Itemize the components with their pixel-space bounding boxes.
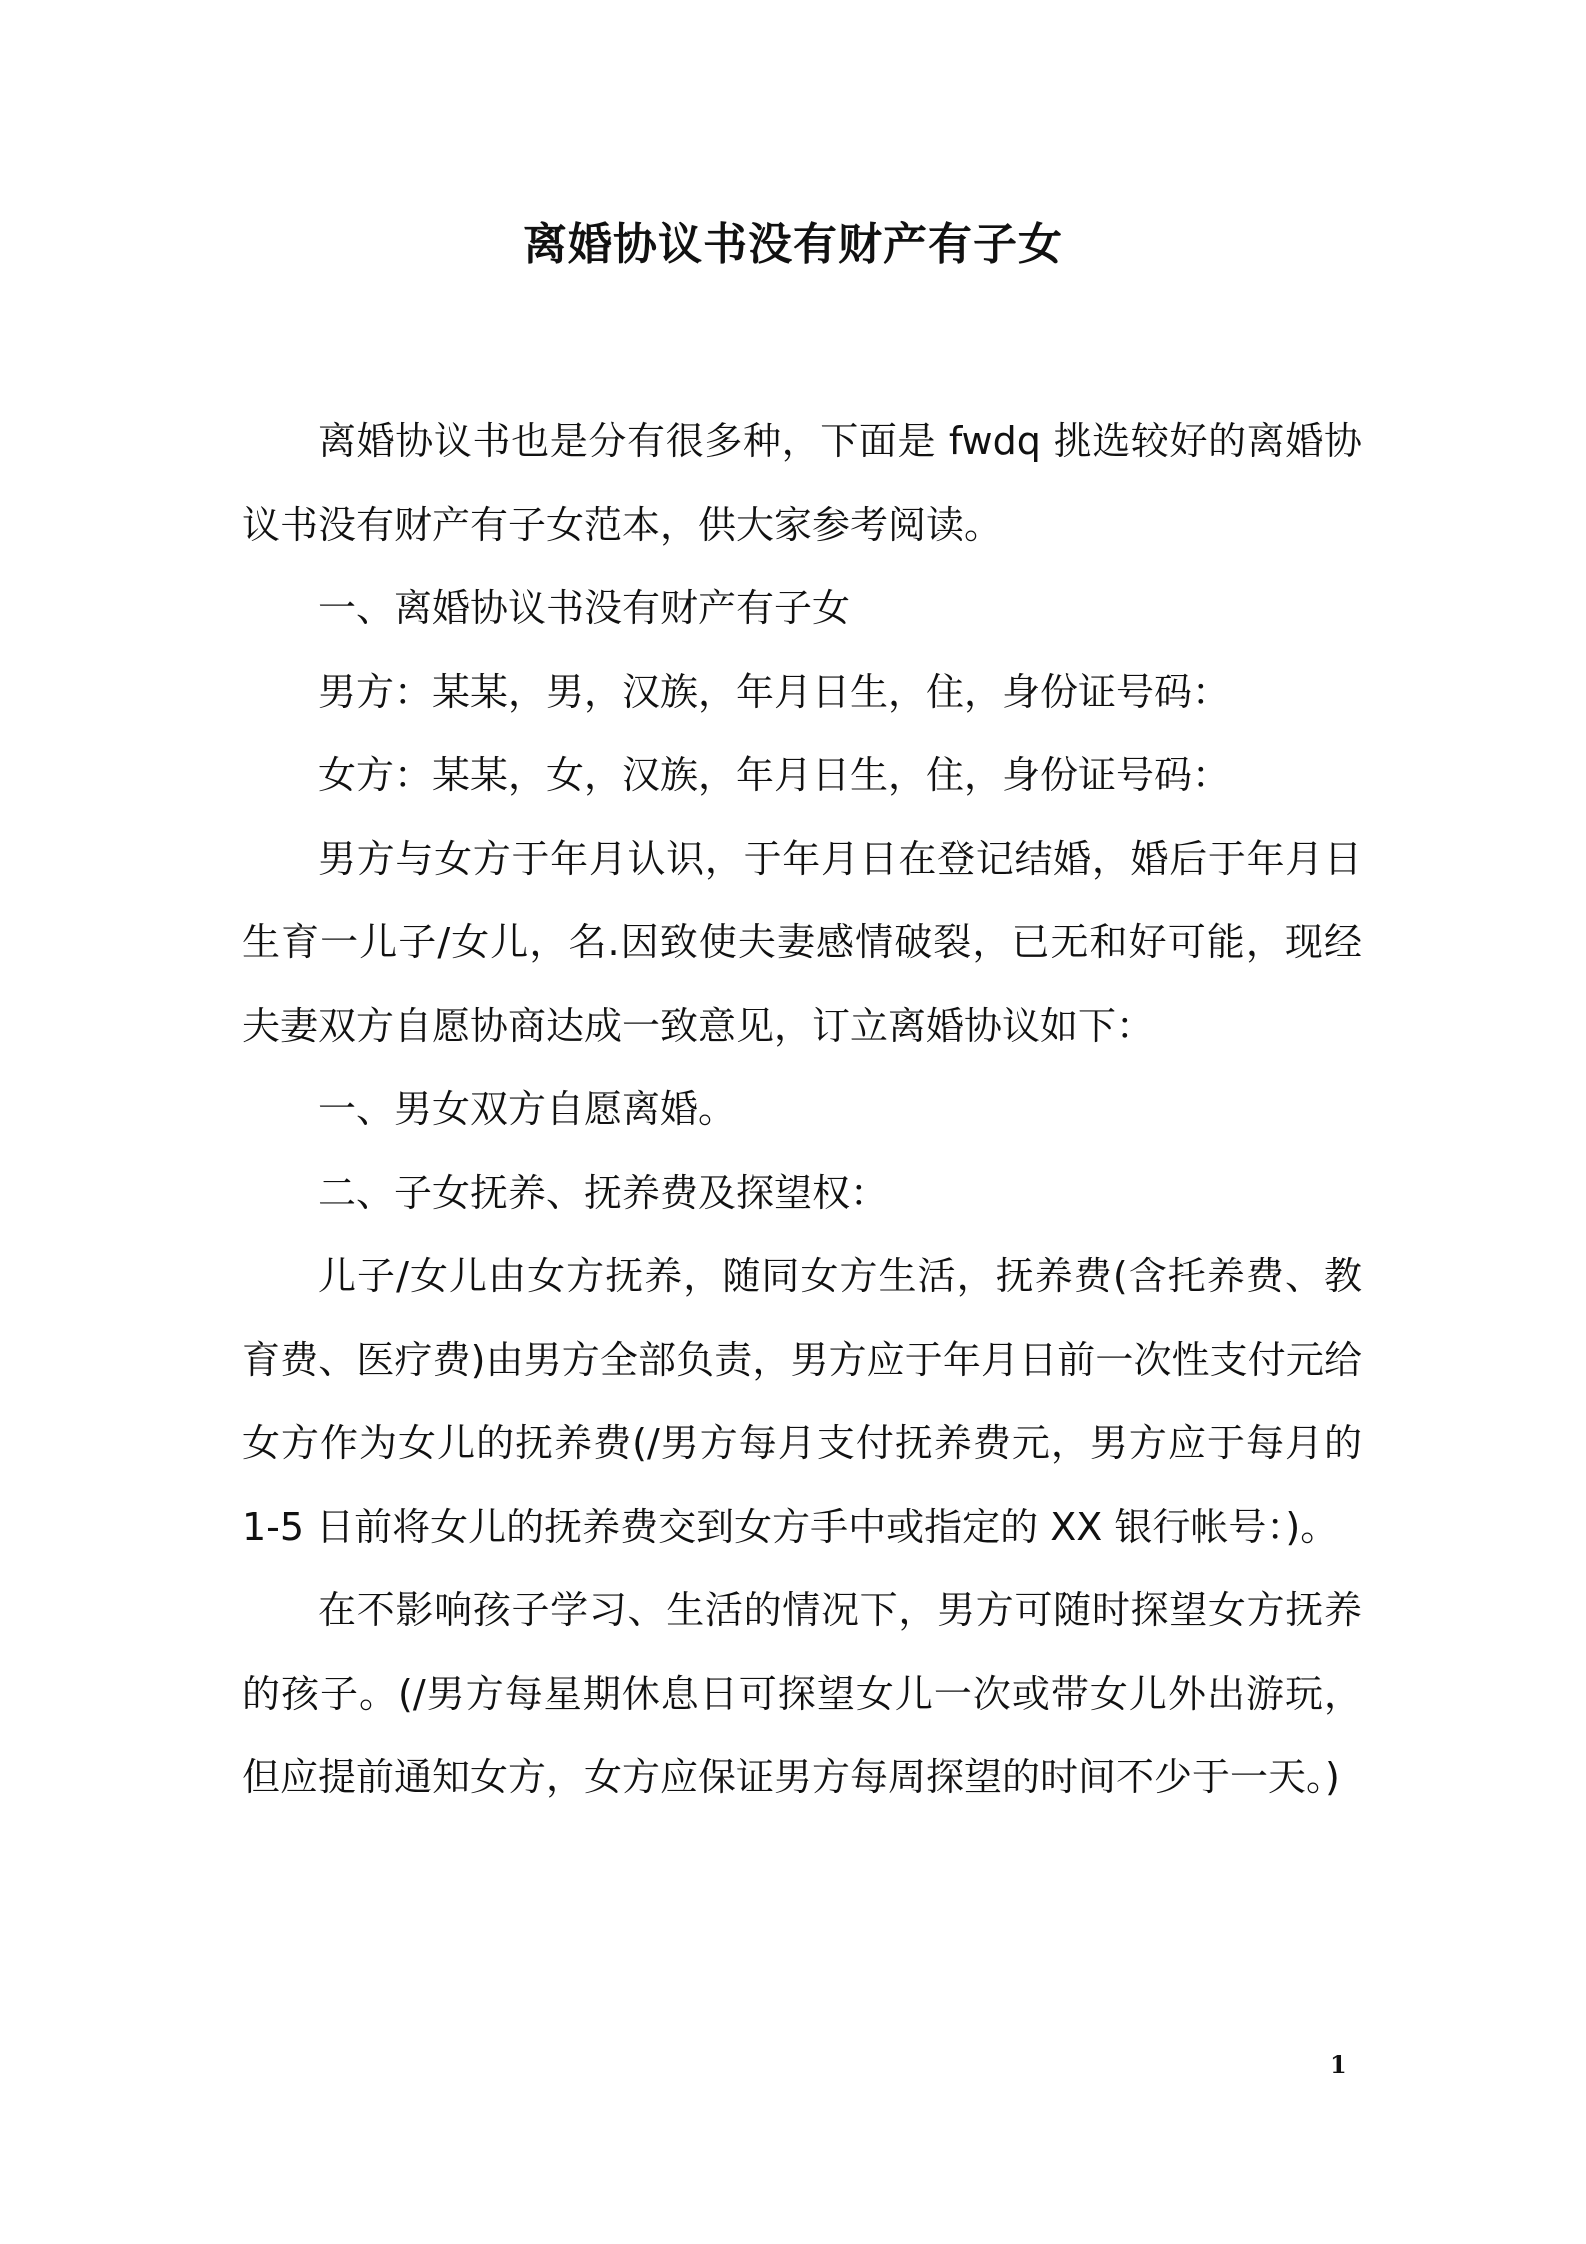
paragraph-section-heading: 一、离婚协议书没有财产有子女 <box>318 586 851 630</box>
paragraph-female-party: 女方：某某，女，汉族，年月日生，住，身份证号码： <box>318 753 1231 797</box>
paragraph-clause-1: 一、男女双方自愿离婚。 <box>318 1087 737 1131</box>
paragraph-male-party: 男方：某某，男，汉族，年月日生，住，身份证号码： <box>318 669 1231 714</box>
page-number: 1 <box>1330 2050 1347 2079</box>
document-title: 离婚协议书没有财产有子女 <box>523 219 1063 270</box>
paragraph-custody: 儿子/女儿由女方抚养，随同女方生活，抚养费(含托养费、教育费、医疗费)由男方全部负责，男方应于年月日前一次性支付元给女方作为女儿的抚养费(/男方每月支付抚养费元，男方应于每月的 1-5 日前将女儿的抚养费交到女方手中或指定的 XX 银行帐号：)。 <box>242 1254 1362 1549</box>
document-body <box>242 400 1362 1820</box>
paragraph-background: 男方与女方于年月认识，于年月日在登记结婚，婚后于年月日生育一儿子/女儿，名.因致使夫妻感情破裂，已无和好可能，现经夫妻双方自愿协商达成一致意见，订立离婚协议如下： <box>242 836 1362 1048</box>
paragraph-intro: 离婚协议书也是分有很多种，下面是 fwdq 挑选较好的离婚协议书没有财产有子女范本，供大家参考阅读。 <box>242 419 1362 547</box>
paragraph-visitation: 在不影响孩子学习、生活的情况下，男方可随时探望女方抚养的孩子。(/男方每星期休息日可探望女儿一次或带女儿外出游玩，但应提前通知女方，女方应保证男方每周探望的时间不少于一天。) <box>242 1588 1362 1799</box>
paragraph-clause-2: 二、子女抚养、抚养费及探望权： <box>318 1170 889 1215</box>
